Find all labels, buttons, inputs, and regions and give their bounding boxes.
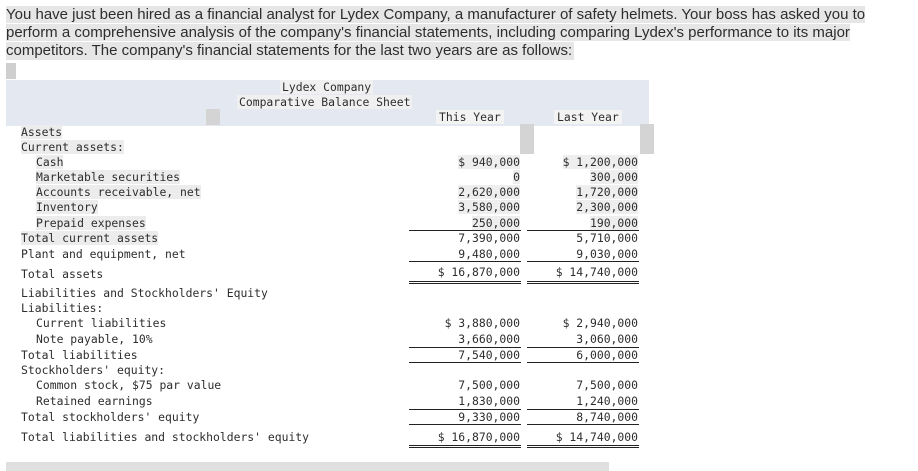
row-label-retained: Retained earnings [36, 394, 153, 408]
underline-last-note [527, 347, 639, 348]
cell-last-prepaid: 190,000 [589, 216, 638, 230]
intro-paragraph [6, 6, 910, 60]
double-underline-this-total-assets [409, 283, 521, 284]
col-header-this-year: This Year [436, 110, 504, 124]
cell-last-current-liab: $ 2,940,000 [562, 316, 638, 330]
cell-this-prepaid: 250,000 [471, 216, 520, 230]
row-label-total-current: Total current assets [21, 231, 159, 245]
cell-this-cash: $ 940,000 [458, 155, 520, 169]
intro-line-2: perform a comprehensive analysis of the company's financial statements, including comparing Lydex's performance to its major [6, 24, 850, 41]
column-shade-this [520, 124, 534, 154]
cell-last-marketable: 300,000 [589, 170, 638, 184]
row-label-total-equity: Total stockholders' equity [21, 410, 200, 424]
cell-this-total-liab: 7,540,000 [458, 348, 520, 362]
row-label-common-stock: Common stock, $75 par value [36, 378, 222, 392]
underline-this-total-liab [409, 362, 521, 363]
double-underline-last-total-assets [527, 283, 639, 284]
statement-title: Comparative Balance Sheet [239, 95, 411, 109]
row-label-plant: Plant and equipment, net [21, 247, 186, 261]
equity-heading: Stockholders' equity: [21, 363, 166, 377]
company-name: Lydex Company [282, 80, 372, 94]
cell-this-current-liab: $ 3,880,000 [444, 316, 520, 330]
left-gutter [6, 63, 16, 79]
underline-last-retained [527, 409, 639, 410]
cell-this-total-assets: $ 16,870,000 [437, 265, 520, 279]
underline-this-note [409, 347, 521, 348]
underline-this-total-equity [409, 424, 521, 425]
row-label-total-liab: Total liabilities [21, 348, 138, 362]
cell-this-total-current: 7,390,000 [458, 231, 520, 245]
cell-this-plant: 9,480,000 [458, 247, 520, 261]
underline-this-total-le [409, 445, 521, 446]
underline-last-total-le [527, 445, 639, 446]
cell-last-receivable: 1,720,000 [576, 185, 638, 199]
underline-this-total-assets [409, 281, 521, 282]
row-label-receivable: Accounts receivable, net [36, 185, 201, 199]
cell-this-inventory: 3,580,000 [458, 200, 520, 214]
row-label-total-assets: Total assets [21, 267, 104, 281]
double-underline-this-total-le [409, 447, 521, 448]
underline-this-retained [409, 409, 521, 410]
current-assets-heading: Current assets: [21, 140, 124, 154]
cell-last-cash: $ 1,200,000 [562, 155, 638, 169]
cell-last-total-le: $ 14,740,000 [555, 430, 638, 444]
assets-heading: Assets [21, 125, 63, 139]
underline-this-plant [409, 261, 521, 262]
underline-this-current [409, 230, 521, 231]
row-label-cash: Cash [36, 155, 64, 169]
header-shade [206, 109, 220, 125]
cell-last-inventory: 2,300,000 [576, 200, 638, 214]
underline-last-total-assets [527, 281, 639, 282]
column-shade-last [640, 124, 654, 154]
row-label-total-le: Total liabilities and stockholders' equity [21, 430, 310, 444]
cell-this-total-le: $ 16,870,000 [437, 430, 520, 444]
double-underline-last-total-le [527, 447, 639, 448]
cell-last-total-assets: $ 14,740,000 [555, 265, 638, 279]
row-label-inventory: Inventory [36, 200, 98, 214]
cell-this-receivable: 2,620,000 [458, 185, 520, 199]
intro-line-3: competitors. The company's financial statements for the last two years are as follows: [6, 42, 573, 59]
row-label-marketable: Marketable securities [36, 170, 181, 184]
cell-this-note-payable: 3,660,000 [458, 332, 520, 346]
col-header-last-year: Last Year [554, 110, 622, 124]
cell-last-total-liab: 6,000,000 [576, 348, 638, 362]
cell-this-retained: 1,830,000 [458, 394, 520, 408]
underline-last-plant [527, 261, 639, 262]
cell-last-total-current: 5,710,000 [576, 231, 638, 245]
row-label-prepaid: Prepaid expenses [36, 216, 146, 230]
row-label-current-liab: Current liabilities [36, 316, 167, 330]
underline-last-total-equity [527, 424, 639, 425]
liab-equity-heading: Liabilities and Stockholders' Equity [21, 286, 268, 300]
intro-line-1: You have just been hired as a financial analyst for Lydex Company, a manufacturer of safety helmets. Your boss has asked you to [6, 6, 866, 23]
cell-last-retained: 1,240,000 [576, 394, 638, 408]
cell-this-marketable: 0 [513, 170, 520, 184]
cell-last-plant: 9,030,000 [576, 247, 638, 261]
cell-last-common-stock: 7,500,000 [576, 378, 638, 392]
cell-this-common-stock: 7,500,000 [458, 378, 520, 392]
cell-last-note-payable: 3,060,000 [576, 332, 638, 346]
next-statement-header-bar [6, 462, 609, 471]
cell-last-total-equity: 8,740,000 [576, 410, 638, 424]
underline-last-current [527, 230, 639, 231]
underline-last-total-liab [527, 362, 639, 363]
liabilities-heading: Liabilities: [21, 301, 104, 315]
cell-this-total-equity: 9,330,000 [458, 410, 520, 424]
row-label-note-payable: Note payable, 10% [36, 332, 153, 346]
